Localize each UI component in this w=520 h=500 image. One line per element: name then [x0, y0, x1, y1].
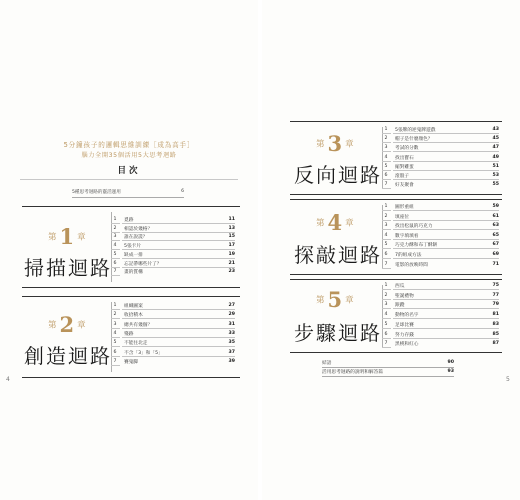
- entry-page: 85: [492, 331, 499, 337]
- entry-index: 5: [384, 163, 388, 169]
- entry-index-rule: [382, 248, 391, 249]
- toc-entry[interactable]: [111, 234, 235, 241]
- toc-entry[interactable]: [382, 283, 499, 290]
- chapter-zhang: 章: [345, 139, 354, 150]
- entry-page: 65: [492, 232, 499, 238]
- chapter-block-1: [22, 206, 240, 288]
- entry-index: 1: [113, 303, 117, 308]
- entry-page: 47: [492, 145, 499, 151]
- closing-page: 90: [447, 360, 454, 365]
- entry-index: 3: [384, 302, 388, 308]
- entry-title: 忘記帶哪些片了？: [124, 261, 162, 267]
- entry-rule: [122, 337, 235, 338]
- entry-page: 45: [492, 136, 499, 142]
- toc-entry[interactable]: [382, 233, 499, 240]
- entry-index: 6: [384, 173, 388, 178]
- chapter-number: 2: [59, 312, 75, 337]
- entry-index: 2: [384, 136, 388, 142]
- chapter-number-label: [316, 210, 354, 235]
- entry-rule: [122, 232, 235, 233]
- entry-title: 電影的放映時間: [395, 262, 428, 268]
- entry-title: 殘跡: [124, 331, 134, 337]
- toc-entry[interactable]: [111, 322, 235, 329]
- toc-entry[interactable]: [382, 173, 499, 180]
- toc-entry[interactable]: [382, 312, 499, 319]
- entry-index-rule: [382, 299, 391, 300]
- entry-index-rule: [382, 239, 391, 240]
- chapter-number: 1: [59, 224, 75, 249]
- entry-index-rule: [382, 268, 391, 269]
- entry-index: 7: [384, 341, 388, 347]
- entry-title: 帽子是什麼顏色？: [395, 137, 433, 143]
- entry-index-rule: [382, 151, 391, 152]
- entry-index: 5: [384, 242, 388, 248]
- entry-page: 19: [228, 251, 235, 257]
- entry-page: 77: [492, 292, 499, 298]
- entry-index: 2: [384, 213, 388, 219]
- entry-title: 圖形重組: [395, 205, 414, 210]
- toc-entry[interactable]: [111, 331, 235, 338]
- entry-index-rule: [382, 308, 391, 309]
- chapter-frame-top: [22, 296, 240, 297]
- chapter-number-label: [48, 312, 86, 337]
- toc-entry[interactable]: [382, 204, 499, 211]
- entry-rule: [122, 318, 235, 319]
- page-number-right: 5: [506, 376, 510, 383]
- entry-title: 足球比賽: [395, 322, 414, 328]
- chapter-entries: [382, 283, 499, 349]
- entry-index: 6: [113, 260, 117, 266]
- entry-rule: [393, 133, 499, 134]
- entry-index: 7: [384, 182, 388, 188]
- entry-rule: [393, 170, 499, 171]
- entry-rule: [393, 328, 499, 329]
- chapter-frame-bottom: [22, 377, 240, 378]
- entry-index-rule: [111, 249, 120, 250]
- entry-rule: [122, 356, 235, 357]
- entry-title: 動物的名字: [395, 313, 419, 319]
- entry-title: 滾骰子: [395, 174, 410, 179]
- toc-entry[interactable]: [382, 242, 499, 249]
- closing-title: 活用思考迴路的說明和解答篇: [322, 370, 383, 375]
- entry-index-rule: [111, 365, 120, 366]
- book-subtitle: 腦力全開35個活用5大思考迴路: [81, 152, 177, 159]
- chapter-frame-bottom: [290, 352, 502, 353]
- closing-page: 93: [447, 369, 454, 374]
- chapter-di: 第: [48, 232, 57, 243]
- entry-page: 49: [492, 154, 499, 160]
- entry-title: 相認於幾格？: [124, 226, 153, 232]
- chapter-number: 4: [327, 210, 343, 235]
- entry-index-rule: [111, 275, 120, 276]
- entry-index: 3: [384, 145, 388, 151]
- entry-title: 努力存錢: [395, 332, 414, 338]
- entry-index-rule: [382, 338, 391, 339]
- entry-index-rule: [382, 179, 391, 180]
- chapter-name: 探敲迴路: [294, 243, 382, 267]
- entry-page: 13: [228, 225, 235, 231]
- toc-entry[interactable]: [382, 145, 499, 152]
- entry-index: 2: [384, 292, 388, 298]
- entry-title: 填座位: [395, 214, 410, 220]
- entry-rule: [122, 258, 235, 259]
- entry-rule: [393, 318, 499, 319]
- toc-closing-entry[interactable]: [322, 360, 454, 368]
- toc-heading-rule: [20, 179, 238, 180]
- entry-index-rule: [382, 318, 391, 319]
- entry-page: 87: [492, 341, 499, 347]
- chapter-number-label: [316, 287, 354, 312]
- toc-entry[interactable]: [382, 223, 499, 230]
- entry-page: 17: [228, 243, 235, 249]
- entry-title: 找出寶石: [395, 155, 414, 161]
- toc-closing-entry[interactable]: [322, 369, 454, 377]
- entry-title: 缺成一排: [124, 252, 143, 258]
- chapter-frame-top: [290, 279, 502, 280]
- chapter-block-2: [22, 296, 240, 378]
- closing-rule: [322, 376, 454, 377]
- entry-index-rule: [111, 337, 120, 338]
- entry-rule: [122, 240, 235, 241]
- entry-index-rule: [382, 328, 391, 329]
- toc-intro-entry[interactable]: [72, 189, 184, 195]
- entry-index-rule: [382, 188, 391, 189]
- toc-entry[interactable]: [111, 350, 235, 357]
- toc-intro-rule: [72, 197, 184, 198]
- chapter-number: 3: [327, 131, 343, 156]
- toc-entry[interactable]: [382, 214, 499, 221]
- entry-index-rule: [382, 210, 391, 211]
- toc-entry[interactable]: [382, 332, 499, 339]
- chapter-number-label: [316, 131, 354, 156]
- entry-title: 覓跡: [124, 218, 134, 223]
- entry-index-rule: [111, 356, 120, 357]
- entry-index: 5: [384, 321, 388, 327]
- entry-index-rule: [111, 240, 120, 241]
- toc-entry[interactable]: [111, 243, 235, 250]
- entry-rule: [393, 142, 499, 143]
- entry-page: 15: [228, 234, 235, 240]
- chapter-entries: [111, 303, 235, 365]
- closing-title: 結語: [322, 361, 332, 366]
- entry-index: 5: [113, 340, 117, 346]
- entry-index: 3: [113, 234, 117, 240]
- chapter-di: 第: [316, 218, 325, 229]
- page-number-left: 4: [6, 376, 10, 383]
- entry-page: 39: [228, 358, 235, 364]
- entry-index-rule: [382, 258, 391, 259]
- toc-entry[interactable]: [111, 340, 235, 347]
- entry-index: 6: [113, 349, 117, 355]
- entry-index-rule: [111, 318, 120, 319]
- entry-index-rule: [382, 220, 391, 221]
- entry-rule: [393, 248, 499, 249]
- entry-rule: [393, 151, 499, 152]
- entry-page: 83: [492, 321, 499, 327]
- entry-index-rule: [111, 258, 120, 259]
- chapter-name: 反向迴路: [294, 163, 382, 187]
- entry-rule: [122, 346, 235, 347]
- entry-rule: [393, 308, 499, 309]
- chapter-entries: [382, 127, 499, 191]
- entry-title: 考試的分數: [395, 146, 419, 152]
- entry-page: 75: [492, 283, 499, 288]
- entry-page: 21: [228, 260, 235, 266]
- entry-title: 收拾積木: [124, 313, 143, 319]
- entry-title: 巧克力酥和布丁酥餅: [395, 243, 438, 249]
- entry-index-rule: [382, 142, 391, 143]
- entry-title: 誰在說謊？: [124, 235, 148, 241]
- toc-intro-title: 5種思考迴路的靈活運用: [72, 190, 121, 195]
- entry-index: 7: [113, 269, 117, 275]
- chapter-entries: [382, 204, 499, 270]
- entry-title: 跟蹤: [395, 303, 405, 309]
- entry-page: 55: [492, 182, 499, 188]
- chapter-frame-bottom: [22, 287, 240, 288]
- toc-entry[interactable]: [382, 341, 499, 348]
- entry-page: 79: [492, 302, 499, 308]
- entry-index-rule: [382, 170, 391, 171]
- entry-index: 4: [384, 154, 388, 160]
- chapter-di: 第: [316, 139, 325, 150]
- entry-index: 4: [384, 232, 388, 238]
- chapter-entries: [111, 217, 235, 279]
- entry-rule: [122, 267, 235, 268]
- chapter-block-3: [290, 121, 502, 195]
- toc-entry[interactable]: [382, 164, 499, 171]
- chapter-block-4: [290, 199, 502, 275]
- entry-title: 組織圖案: [124, 304, 143, 309]
- chapter-zhang: 章: [345, 295, 354, 306]
- entry-index: 7: [113, 358, 117, 364]
- entry-page: 31: [228, 321, 235, 327]
- entry-title: 賽鬼脚: [124, 359, 139, 365]
- entry-title: 數字填填看: [395, 233, 419, 239]
- entry-page: 37: [228, 349, 235, 355]
- chapter-zhang: 章: [345, 218, 354, 229]
- entry-page: 63: [492, 223, 499, 229]
- entry-index: 3: [113, 321, 117, 327]
- chapter-name: 掃描迴路: [24, 256, 112, 280]
- entry-rule: [393, 338, 499, 339]
- chapter-zhang: 章: [77, 232, 86, 243]
- entry-title: 7的組成方法: [395, 253, 422, 258]
- chapter-name: 步驟迴路: [294, 321, 382, 345]
- entry-page: 67: [492, 242, 499, 248]
- entry-page: 71: [492, 261, 499, 267]
- chapter-number: 5: [327, 287, 343, 312]
- entry-index: 6: [384, 252, 388, 257]
- entry-index: 1: [113, 217, 117, 222]
- entry-index: 2: [113, 225, 117, 231]
- entry-page: 27: [228, 303, 235, 308]
- chapter-di: 第: [48, 320, 57, 331]
- toc-entry[interactable]: [382, 293, 499, 300]
- entry-index-rule: [382, 347, 391, 348]
- chapter-name: 創造迴路: [24, 344, 112, 368]
- entry-rule: [122, 328, 235, 329]
- entry-index: 2: [113, 312, 117, 318]
- toc-entry[interactable]: [111, 226, 235, 233]
- chapter-frame-bottom: [290, 194, 502, 195]
- entry-index-rule: [382, 289, 391, 290]
- entry-page: 33: [228, 330, 235, 336]
- entry-rule: [122, 309, 235, 310]
- toc-entry[interactable]: [382, 127, 499, 134]
- entry-index-rule: [382, 133, 391, 134]
- entry-index: 1: [384, 204, 388, 209]
- chapter-di: 第: [316, 295, 325, 306]
- entry-index: 4: [113, 330, 117, 336]
- entry-title: 總共有幾個？: [124, 322, 153, 328]
- chapter-frame-top: [290, 121, 502, 122]
- book-title: 5分鐘孩子的邏輯思維訓練［成為高手］: [63, 141, 195, 149]
- entry-index: 1: [384, 283, 388, 288]
- entry-page: 29: [228, 312, 235, 318]
- entry-page: 81: [492, 312, 499, 318]
- entry-index: 3: [384, 223, 388, 229]
- toc-entry[interactable]: [111, 303, 235, 310]
- entry-title: 黑桃和紅心: [395, 342, 419, 348]
- entry-title: 不含「3」和「5」: [124, 350, 163, 356]
- toc-entry[interactable]: [382, 182, 499, 189]
- entry-page: 69: [492, 252, 499, 257]
- entry-index-rule: [382, 161, 391, 162]
- chapter-zhang: 章: [77, 320, 86, 331]
- chapter-frame-top: [22, 206, 240, 207]
- chapter-block-5: [290, 279, 502, 353]
- entry-page: 59: [492, 204, 499, 209]
- entry-index: 4: [384, 312, 388, 318]
- entry-index-rule: [111, 223, 120, 224]
- chapter-number-label: [48, 224, 86, 249]
- entry-index-rule: [382, 229, 391, 230]
- entry-rule: [393, 179, 499, 180]
- entry-index-rule: [111, 267, 120, 268]
- entry-page: 51: [492, 163, 499, 169]
- entry-title: 5張卡片: [124, 244, 142, 250]
- toc-entry[interactable]: [111, 359, 235, 366]
- entry-index: 5: [113, 251, 117, 257]
- entry-rule: [393, 239, 499, 240]
- toc-entry[interactable]: [382, 136, 499, 143]
- entry-index: 7: [384, 261, 388, 267]
- chapter-frame-bottom: [290, 274, 502, 275]
- entry-rule: [122, 223, 235, 224]
- entry-title: 5張牌的逆鬼牌遊戲: [395, 128, 436, 133]
- entry-index-rule: [111, 328, 120, 329]
- toc-entry[interactable]: [382, 302, 499, 309]
- entry-rule: [122, 249, 235, 250]
- entry-rule: [393, 220, 499, 221]
- entry-page: 23: [228, 269, 235, 275]
- entry-index: 4: [113, 243, 117, 249]
- toc-entry[interactable]: [382, 262, 499, 269]
- entry-index-rule: [111, 346, 120, 347]
- toc-heading: 目次: [117, 166, 141, 176]
- entry-title: 聖誕禮物: [395, 293, 414, 299]
- entry-rule: [393, 289, 499, 290]
- entry-title: 好友聚會: [395, 183, 414, 189]
- entry-index-rule: [111, 232, 120, 233]
- entry-title: 找出松鼠的巧克力: [395, 224, 433, 230]
- entry-rule: [393, 299, 499, 300]
- toc-intro-page: 6: [181, 189, 184, 194]
- toc-entry[interactable]: [111, 312, 235, 319]
- entry-rule: [393, 210, 499, 211]
- chapter-frame-top: [290, 199, 502, 200]
- closing-rule: [322, 367, 454, 368]
- entry-page: 43: [492, 127, 499, 132]
- toc-entry[interactable]: [111, 252, 235, 259]
- entry-index: 6: [384, 331, 388, 337]
- toc-entry[interactable]: [382, 252, 499, 259]
- toc-entry[interactable]: [382, 322, 499, 329]
- entry-page: 61: [492, 213, 499, 219]
- entry-page: 53: [492, 173, 499, 178]
- toc-entry[interactable]: [111, 261, 235, 268]
- toc-entry[interactable]: [111, 217, 235, 224]
- entry-page: 35: [228, 340, 235, 346]
- entry-rule: [393, 258, 499, 259]
- toc-entry[interactable]: [382, 155, 499, 162]
- entry-rule: [393, 229, 499, 230]
- entry-title: 西瓜: [395, 284, 405, 289]
- entry-title: 縮對雞蛋: [395, 164, 414, 170]
- toc-entry[interactable]: [111, 269, 235, 276]
- entry-index-rule: [111, 309, 120, 310]
- entry-title: 畫的質構: [124, 270, 143, 276]
- entry-rule: [393, 161, 499, 162]
- entry-index: 1: [384, 127, 388, 132]
- entry-title: 不能往北走: [124, 341, 148, 347]
- entry-page: 11: [228, 217, 235, 222]
